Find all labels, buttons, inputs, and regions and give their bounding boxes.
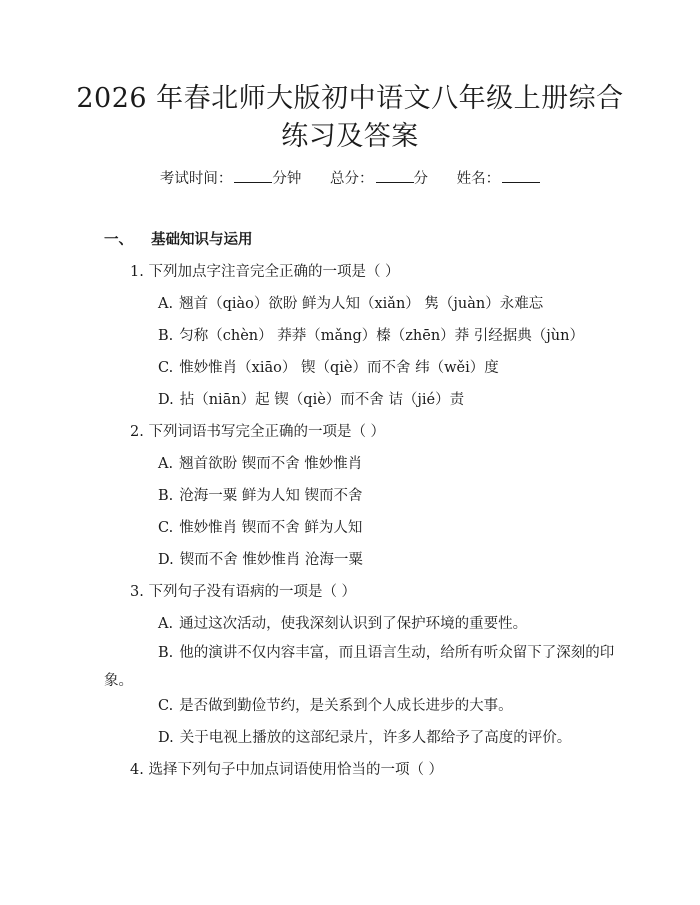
title-line-2: 练习及答案 [281, 121, 419, 152]
score-blank[interactable] [376, 170, 414, 183]
option-text: 关于电视上播放的这部纪录片，许多人都给予了高度的评价。 [179, 730, 572, 746]
question-3-option-c [158, 694, 513, 715]
section-heading [104, 228, 253, 249]
question-2-option-d [158, 548, 363, 569]
time-unit: 分钟 [272, 171, 302, 187]
name-label: 姓名： [456, 171, 501, 187]
option-letter: A. [158, 296, 174, 312]
option-letter: A. [158, 616, 174, 632]
question-2-option-a [158, 452, 362, 473]
option-letter: D. [158, 552, 174, 568]
score-label: 总分： [330, 171, 374, 187]
option-text: 惟妙惟肖（xiāo） 锲（qiè）而不舍 纬（wěi）度 [179, 360, 499, 376]
option-letter: C. [158, 520, 174, 536]
option-letter: C. [158, 698, 174, 714]
question-2-option-b [158, 484, 362, 505]
question-3-option-a [158, 612, 527, 633]
option-text: 他的演讲不仅内容丰富，而且语言生动，给所有听众留下了深刻的印象。 [104, 645, 615, 689]
option-letter: A. [158, 456, 174, 472]
question-1-option-c [158, 356, 499, 377]
option-text: 翘首欲盼 锲而不舍 惟妙惟肖 [179, 456, 363, 472]
question-1-option-b [158, 324, 584, 345]
score-field [330, 167, 428, 188]
option-letter: D. [158, 392, 174, 408]
option-text: 匀称（chèn） 莽莽（mǎng）榛（zhēn）莽 引经据典（jùn） [179, 328, 584, 344]
question-3-option-b [104, 639, 624, 695]
time-blank[interactable] [234, 170, 272, 183]
option-text: 拈（niān）起 锲（qiè）而不舍 诘（jié）责 [179, 392, 465, 408]
page-title [60, 80, 640, 156]
option-letter: C. [158, 360, 174, 376]
name-blank[interactable] [502, 170, 540, 183]
option-text: 是否做到勤俭节约，是关系到个人成长进步的大事。 [179, 698, 513, 714]
question-1-option-d [158, 388, 464, 409]
section-number: 一、 [104, 231, 133, 248]
question-4-stem: 4. 选择下列句子中加点词语使用恰当的一项（ ） [130, 762, 444, 778]
question-1-stem: 1. 下列加点字注音完全正确的一项是（ ） [130, 264, 400, 280]
question-2-stem: 2. 下列词语书写完全正确的一项是（ ） [130, 424, 386, 440]
time-field [160, 167, 302, 188]
option-text: 通过这次活动，使我深刻认识到了保护环境的重要性。 [179, 616, 528, 632]
option-text: 沧海一粟 鲜为人知 锲而不舍 [179, 488, 363, 504]
section-title: 基础知识与运用 [151, 231, 253, 248]
option-text: 翘首（qiào）欲盼 鲜为人知（xiǎn） 隽（juàn）永难忘 [179, 296, 544, 312]
question-3-stem: 3. 下列句子没有语病的一项是（ ） [130, 584, 357, 600]
option-letter: B. [158, 488, 174, 504]
score-unit: 分 [413, 171, 428, 187]
option-text: 惟妙惟肖 锲而不舍 鲜为人知 [179, 520, 363, 536]
option-letter: B. [158, 328, 174, 344]
title-line-1: 2026 年春北师大版初中语文八年级上册综合 [76, 83, 624, 114]
question-2-option-c [158, 516, 362, 537]
exam-meta [0, 167, 700, 188]
option-letter: B. [158, 645, 174, 661]
name-field [457, 167, 541, 188]
question-3-option-d [158, 726, 571, 747]
question-1-option-a [158, 292, 543, 313]
time-label: 考试时间： [159, 171, 233, 187]
option-text: 锲而不舍 惟妙惟肖 沧海一粟 [179, 552, 363, 568]
option-letter: D. [158, 730, 174, 746]
